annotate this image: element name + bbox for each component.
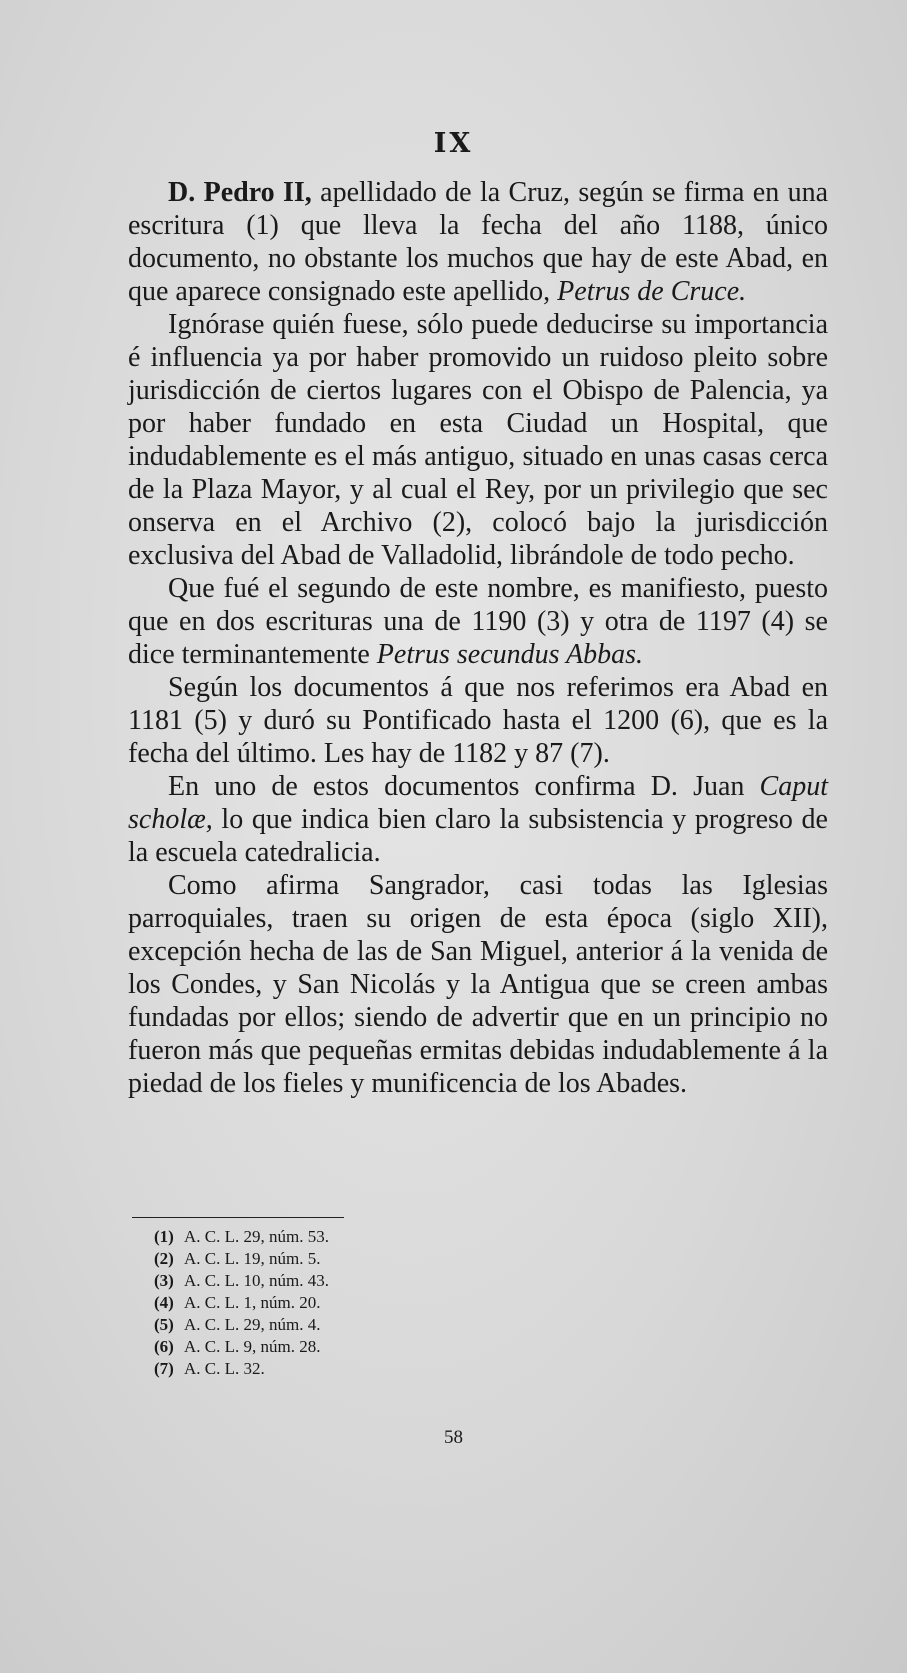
footnote-item xyxy=(154,1358,554,1380)
footnote-item xyxy=(154,1248,554,1270)
paragraph-italic: Petrus de Cruce. xyxy=(557,276,747,307)
footnote-text: A. C. L. 32. xyxy=(184,1359,265,1378)
paragraph-text: Como afirma Sangrador, casi todas las Iglesias parroquiales, traen su origen de esta época (siglo XII), excepción hecha de las de San Miguel, anterior á la venida de los Condes, y San Nicolás y la Antigua que se creen ambas fundadas por ellos; siendo de advertir que en un principio no fueron más que pequeñas ermitas debidas indudablemente á la piedad de los fieles y munificencia de los Abades. xyxy=(128,870,828,1099)
footnote-number: (1) xyxy=(154,1227,174,1246)
footnote-text: A. C. L. 9, núm. 28. xyxy=(184,1337,321,1356)
paragraph-text: apellidado de la Cruz, según se firma en una escritura (1) que lleva la fecha del año 1188, único documento, no obstante los muchos que hay de este Abad, en que aparece consignado este apellido, xyxy=(128,177,828,307)
chapter-heading: IX xyxy=(433,128,474,159)
paragraph-text: Ignórase quién fuese, sólo puede deducirse su importancia é influencia ya por haber promovido un ruidoso pleito sobre jurisdicción de ciertos lugares con el Obispo de Palencia, ya por haber fundado en esta Ciudad un Hospital, que indudablemente es el más antiguo, situado en unas casas cerca de la Plaza Mayor, y al cual el Rey, por un privilegio que sec onserva en el Archivo (2), colocó bajo la jurisdicción exclusiva del Abad de Valladolid, librándole de todo pecho. xyxy=(128,309,828,571)
paragraph-4 xyxy=(128,671,828,770)
footnote-divider xyxy=(132,1217,344,1218)
footnote-item xyxy=(154,1292,554,1314)
footnote-item xyxy=(154,1270,554,1292)
footnote-number: (6) xyxy=(154,1337,174,1356)
footnote-number: (7) xyxy=(154,1359,174,1378)
paragraph-5 xyxy=(128,770,828,869)
paragraph-3 xyxy=(128,572,828,671)
footnote-number: (2) xyxy=(154,1249,174,1268)
paragraph-text: Según los documentos á que nos referimos era Abad en 1181 (5) y duró su Pontificado hasta el 1200 (6), que es la fecha del último. Les hay de 1182 y 87 (7). xyxy=(128,672,828,769)
footnote-text: A. C. L. 19, núm. 5. xyxy=(184,1249,321,1268)
paragraph-lead: D. Pedro II, xyxy=(168,177,312,208)
footnote-number: (3) xyxy=(154,1271,174,1290)
footnote-text: A. C. L. 29, núm. 4. xyxy=(184,1315,321,1334)
footnote-text: A. C. L. 1, núm. 20. xyxy=(184,1293,321,1312)
paragraph-text: Que fué el segundo de este nombre, es manifiesto, puesto que en dos escrituras una de 1190 (3) y otra de 1197 (4) se dice terminantemente xyxy=(128,573,828,670)
footnote-number: (4) xyxy=(154,1293,174,1312)
paragraph-2 xyxy=(128,308,828,572)
paragraph-6 xyxy=(128,869,828,1100)
paragraph-text: En uno de estos documentos confirma D. Juan xyxy=(168,771,760,802)
paragraph-1 xyxy=(128,176,828,308)
footnote-item xyxy=(154,1226,554,1248)
footnotes-list xyxy=(154,1226,554,1380)
body-text xyxy=(128,176,828,1100)
footnote-item xyxy=(154,1314,554,1336)
paragraph-italic: Caput scholæ, xyxy=(128,771,828,835)
footnote-text: A. C. L. 29, núm. 53. xyxy=(184,1227,329,1246)
footnote-item xyxy=(154,1336,554,1358)
paragraph-tail: lo que indica bien claro la subsistencia y progreso de la escuela catedralicia. xyxy=(128,804,828,868)
footnote-text: A. C. L. 10, núm. 43. xyxy=(184,1271,329,1290)
footnote-number: (5) xyxy=(154,1315,174,1334)
paragraph-italic: Petrus secundus Abbas. xyxy=(376,639,644,670)
page-number: 58 xyxy=(444,1427,463,1448)
